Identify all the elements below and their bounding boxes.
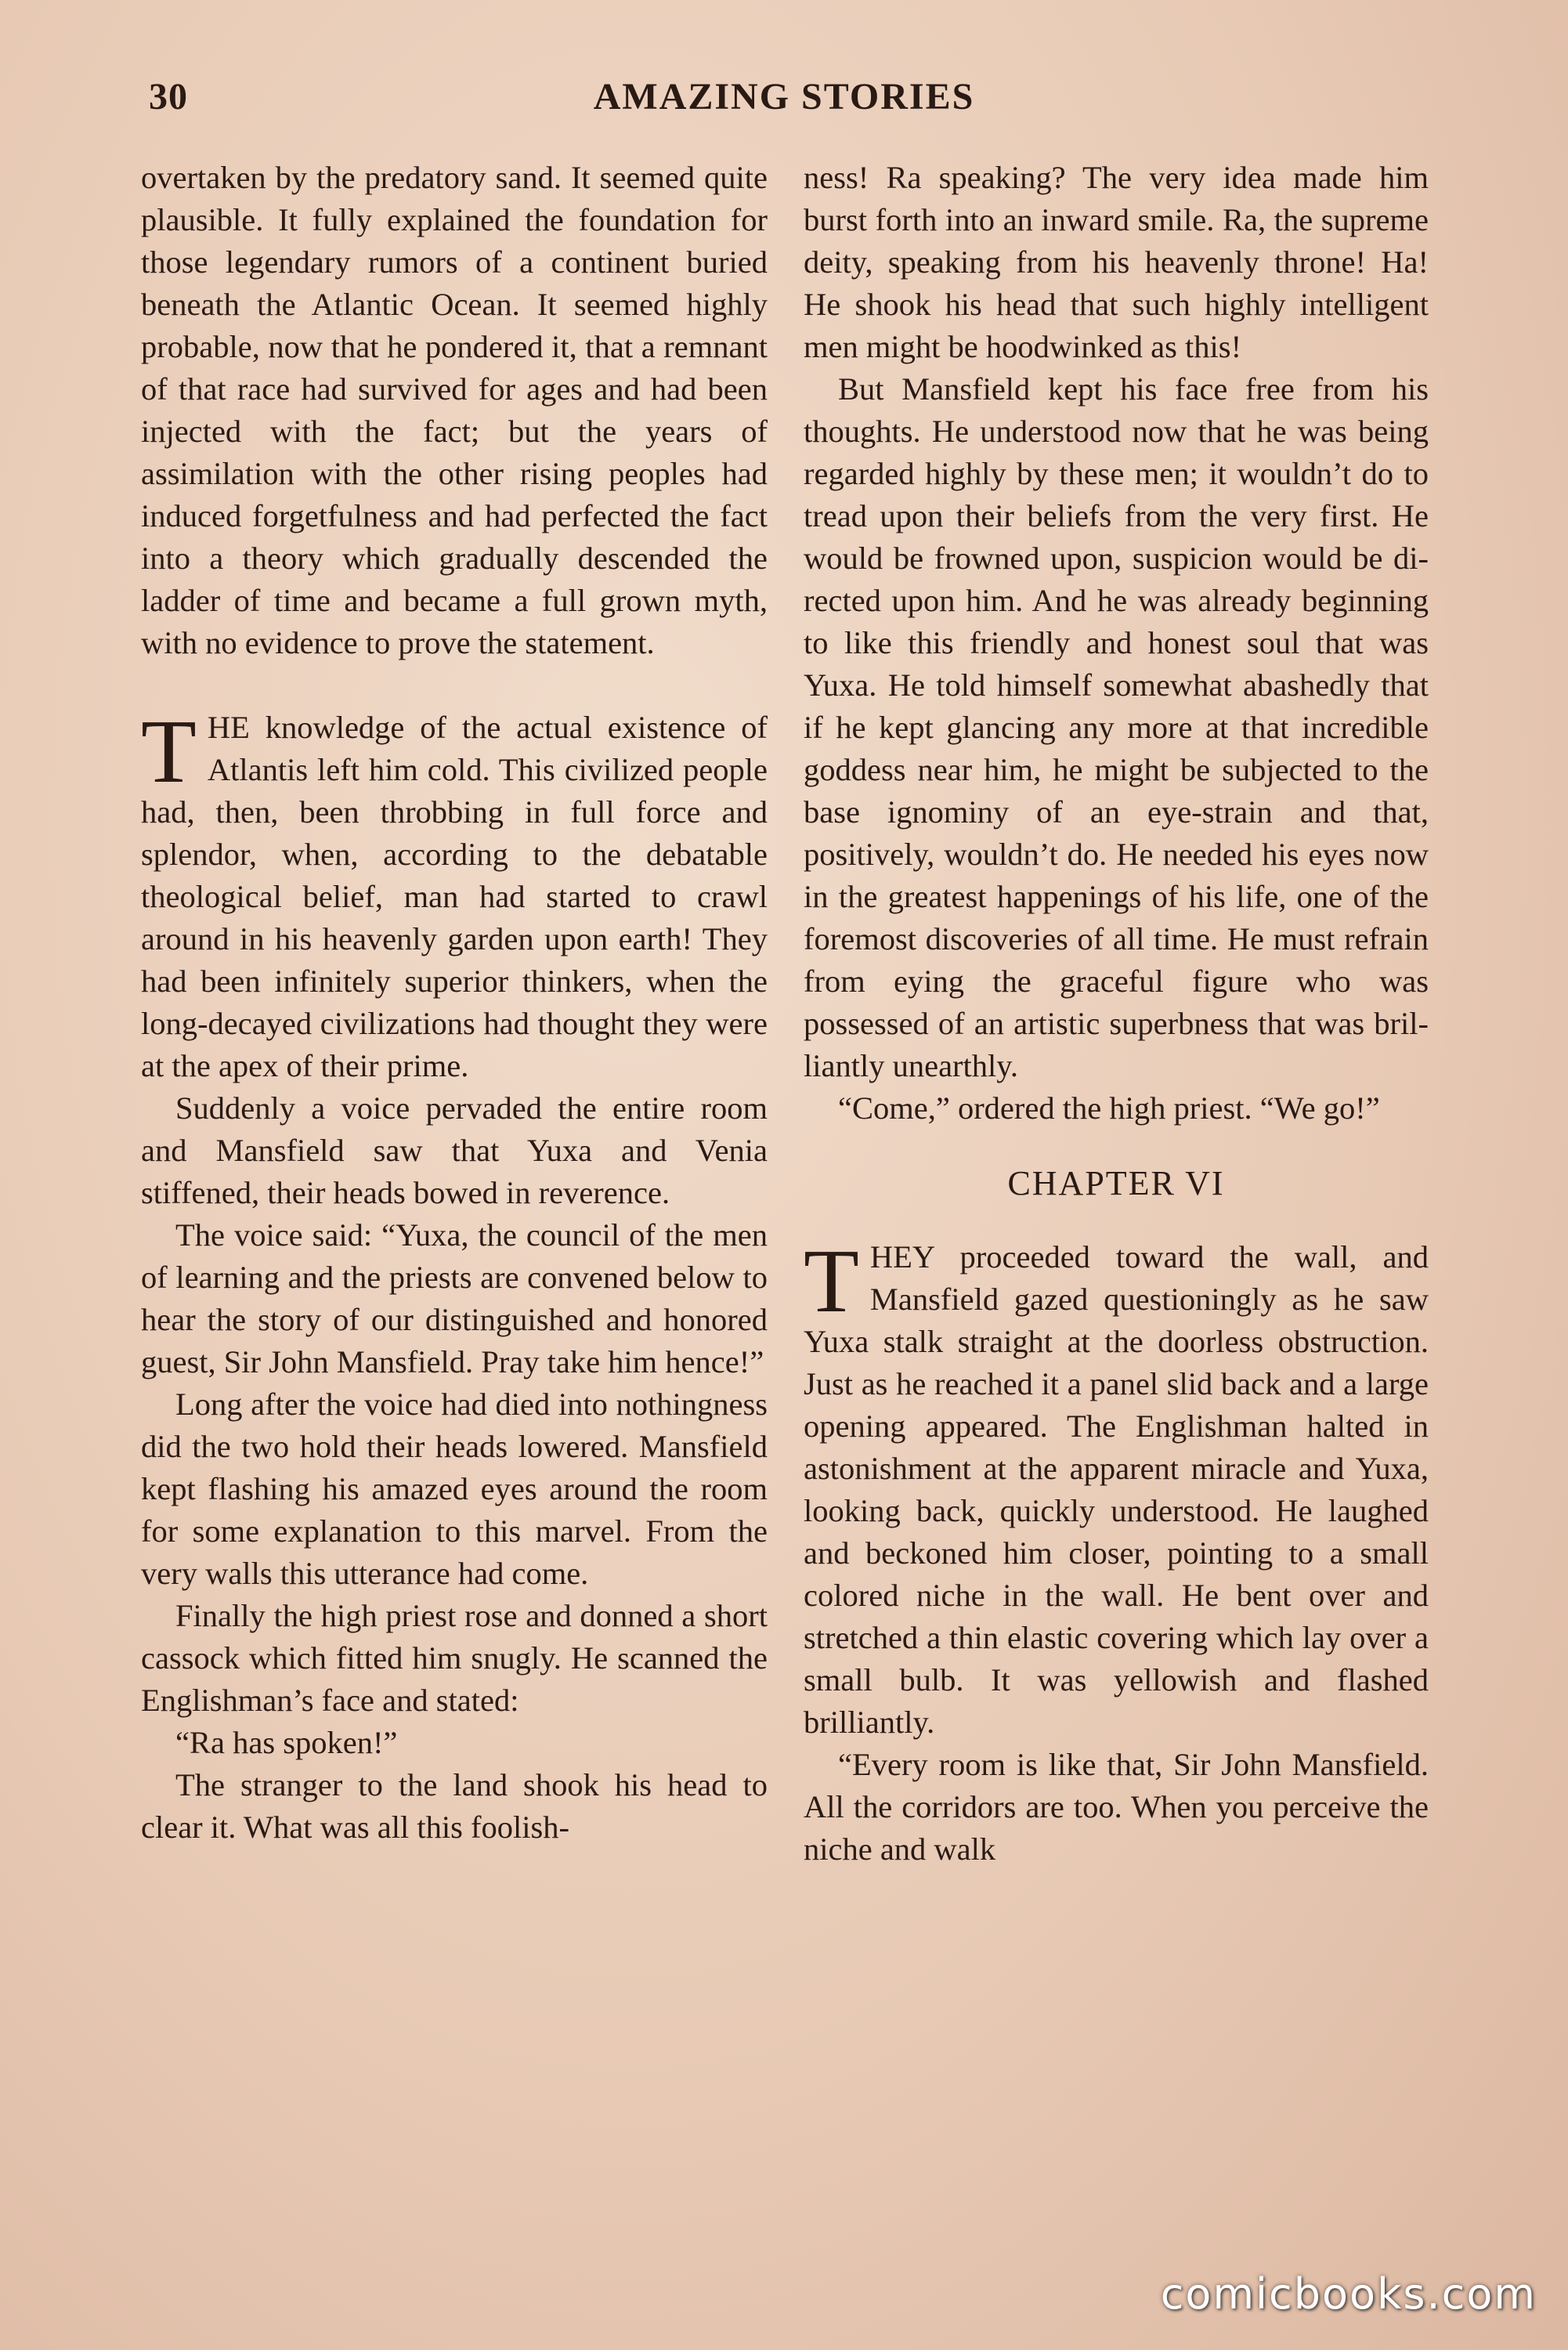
section-break <box>141 664 768 707</box>
left-column <box>141 157 768 1849</box>
paragraph: The stranger to the land shook his head to clear it. What was all this foolish- <box>141 1767 768 1845</box>
drop-cap: T <box>141 702 197 802</box>
paragraph: overtaken by the predatory sand. It seemed quite plausible. It fully explained the foundation for those legendary rumors of a continent buried beneath the Atlantic Ocean. It seemed highly probable, now that he pondered it, that a remnant of that race had survived for ages and had been injected with the fact; but the years of assimilation with the other rising peoples had induced forgetfulness and had perfected the fact into a theory which gradually descended the ladder of time and became a full grown myth, with no evidence to prove the statement. <box>141 160 768 660</box>
paragraph-text: HEY proceeded toward the wall, and Mansfield gazed questioningly as he saw Yuxa stalk straight at the doorless obstruction. Just as he reached it a panel slid back and a large opening appeared. The Englishman halted in astonishment at the apparent miracle and Yuxa, looking back, quickly understood. He laughed and beckoned him closer, pointing to a small colored niche in the wall. He bent over and stretched a thin elastic covering which lay over a small bulb. It was yellowish and flashed brilliantly. <box>804 1239 1429 1740</box>
chapter-heading: CHAPTER VI <box>1007 1164 1225 1202</box>
paragraph-with-drop-cap <box>141 702 768 1087</box>
watermark: comicbooks.com <box>1160 2269 1537 2319</box>
paragraph: ness! Ra speaking? The very idea made him burst forth into an inward smile. Ra, the supreme deity, speaking from his heavenly throne! Ha! He shook his head that such highly intelligent men might be hoodwinked as this! <box>804 160 1429 364</box>
running-head: AMAZING STORIES <box>593 76 975 118</box>
paragraph: “Every room is like that, Sir John Mansfield. All the corridors are too. When you perceive the niche and walk <box>804 1747 1429 1867</box>
paragraph-text: HE knowledge of the actual existence of Atlantis left him cold. This civilized people had, then, been throbbing in full force and splendor, when, according to the debatable theological belief, man had started to crawl around in his heavenly garden upon earth! They had been infinitely superior thinkers, when the long-decayed civilizations had thought they were at the apex of their prime. <box>141 710 768 1083</box>
paragraph: But Mansfield kept his face free from his thoughts. He understood now that he was being regarded highly by these men; it wouldn’t do to tread upon their beliefs from the very first. He would be frowned upon, suspicion would be directed upon him. And he was already beginning to like this friendly and honest soul that was Yuxa. He told himself somewhat abashedly that if he kept glancing any more at that incredible goddess near him, he might be subjected to the base ignominy of an eye-strain and that, positively, wouldn’t do. He needed his eyes now in the greatest happenings of his life, one of the foremost discoveries of all time. He must refrain from eying the graceful figure who was possessed of an artistic superbness that was brilliantly unearthly. <box>804 371 1429 1083</box>
page-number: 30 <box>149 76 188 118</box>
paragraph-with-drop-cap <box>804 1231 1429 1744</box>
paragraph: Long after the voice had died into nothingness did the two hold their heads lowered. Mansfield kept flashing his amazed eyes around the room for some explanation to this marvel. From the very walls this utterance had come. <box>141 1386 768 1591</box>
right-column <box>804 157 1429 1871</box>
paragraph: Finally the high priest rose and donned a short cassock which fitted him snugly. He scanned the Englishman’s face and stated: <box>141 1598 768 1718</box>
paragraph: “Ra has spoken!” <box>175 1725 398 1760</box>
paragraph: “Come,” ordered the high priest. “We go!” <box>838 1090 1380 1126</box>
drop-cap: T <box>804 1231 859 1332</box>
paragraph: The voice said: “Yuxa, the council of the men of learning and the priests are convened below to hear the story of our distinguished and honored guest, Sir John Mansfield. Pray take him hence!” <box>141 1217 768 1379</box>
paragraph: Suddenly a voice pervaded the entire room and Mansfield saw that Yuxa and Venia stiffened, their heads bowed in reverence. <box>141 1090 768 1210</box>
